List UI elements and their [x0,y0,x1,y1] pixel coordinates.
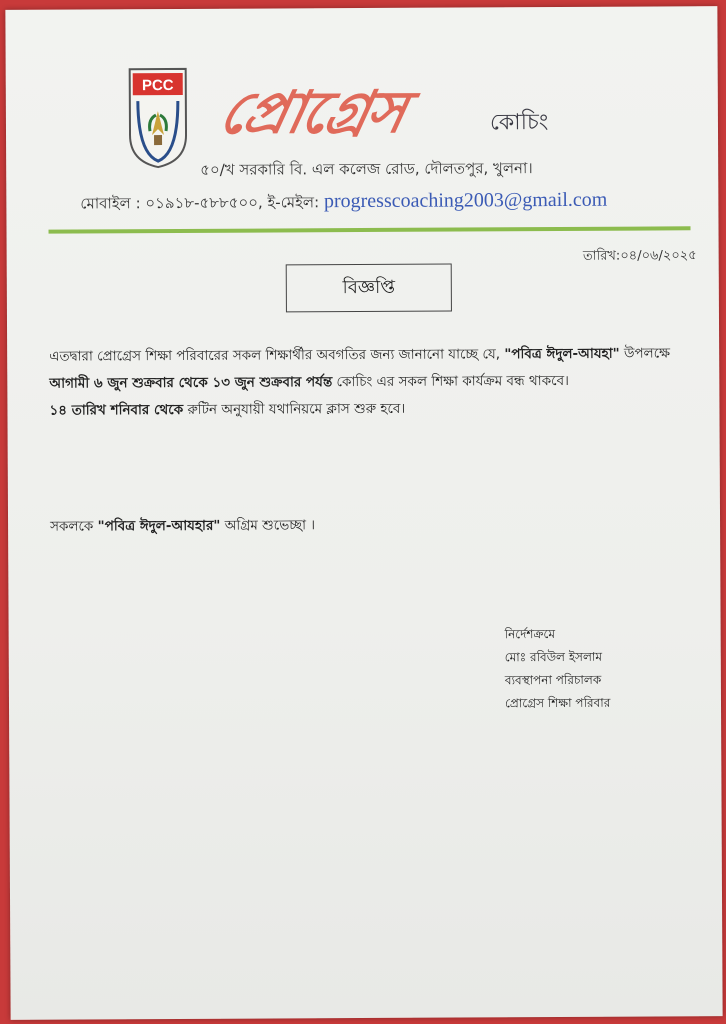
contact-prefix: মোবাইল : ০১৯১৮-৫৮৮৫০০, ই-মেইল: [80,193,320,213]
brand-name: প্রোগ্রেস [213,77,411,147]
body-text-dates: আগামী ৬ জুন শুক্রবার থেকে ১৩ জুন শুক্রবার পর্যন্ত [49,374,333,392]
body-text-reopen: ১৪ তারিখ শনিবার থেকে [49,401,184,419]
body-text-c: উপলক্ষে [623,345,671,362]
notice-title-box [286,264,452,313]
eid-wishes [50,514,315,538]
contact-line [80,189,607,218]
body-text-g: রুটিন অনুযায়ী যথানিয়মে ক্লাস শুরু হবে। [187,400,406,418]
signature-line-order: নির্দেশক্রমে [504,627,556,642]
brand-subtitle: কোচিং [489,110,549,136]
email-link[interactable]: progresscoaching2003@gmail.com [323,188,608,213]
wish-text-a: সকলকে [50,518,94,535]
notice-date: তারিখ:০৪/০৬/২০২৫ [582,248,697,264]
header-divider [49,226,691,233]
signature-block [505,623,611,716]
body-text-a: এতদ্বারা প্রোগ্রেস শিক্ষা পরিবারের সকল শিক্ষার্থীর অবগতির জন্য জানানো যাচ্ছে যে, [49,346,501,365]
pcc-emblem-logo [126,67,191,169]
signature-name: মোঃ রবিউল ইসলাম [504,649,603,665]
wish-text-eid: "পবিত্র ঈদুল-আযহার" [97,517,221,535]
body-text-e: কোচিং এর সকল শিক্ষা কার্যক্রম বন্ধ থাকবে। [336,372,569,391]
signature-designation: ব্যবস্থাপনা পরিচালক [504,672,602,688]
notice-paper [5,6,722,1020]
notice-body [49,340,697,424]
address: ৫০/খ সরকারি বি. এল কলেজ রোড, দৌলতপুর, খুলনা। [200,159,533,179]
wish-text-c: অগ্রিম শুভেচ্ছা । [224,517,316,534]
notice-title: বিজ্ঞপ্তি [342,276,396,298]
signature-organization: প্রোগ্রেস শিক্ষা পরিবার [504,695,611,711]
body-text-eid: "পবিত্র ঈদুল-আযহা" [504,345,620,363]
emblem-text: PCC [141,76,174,95]
